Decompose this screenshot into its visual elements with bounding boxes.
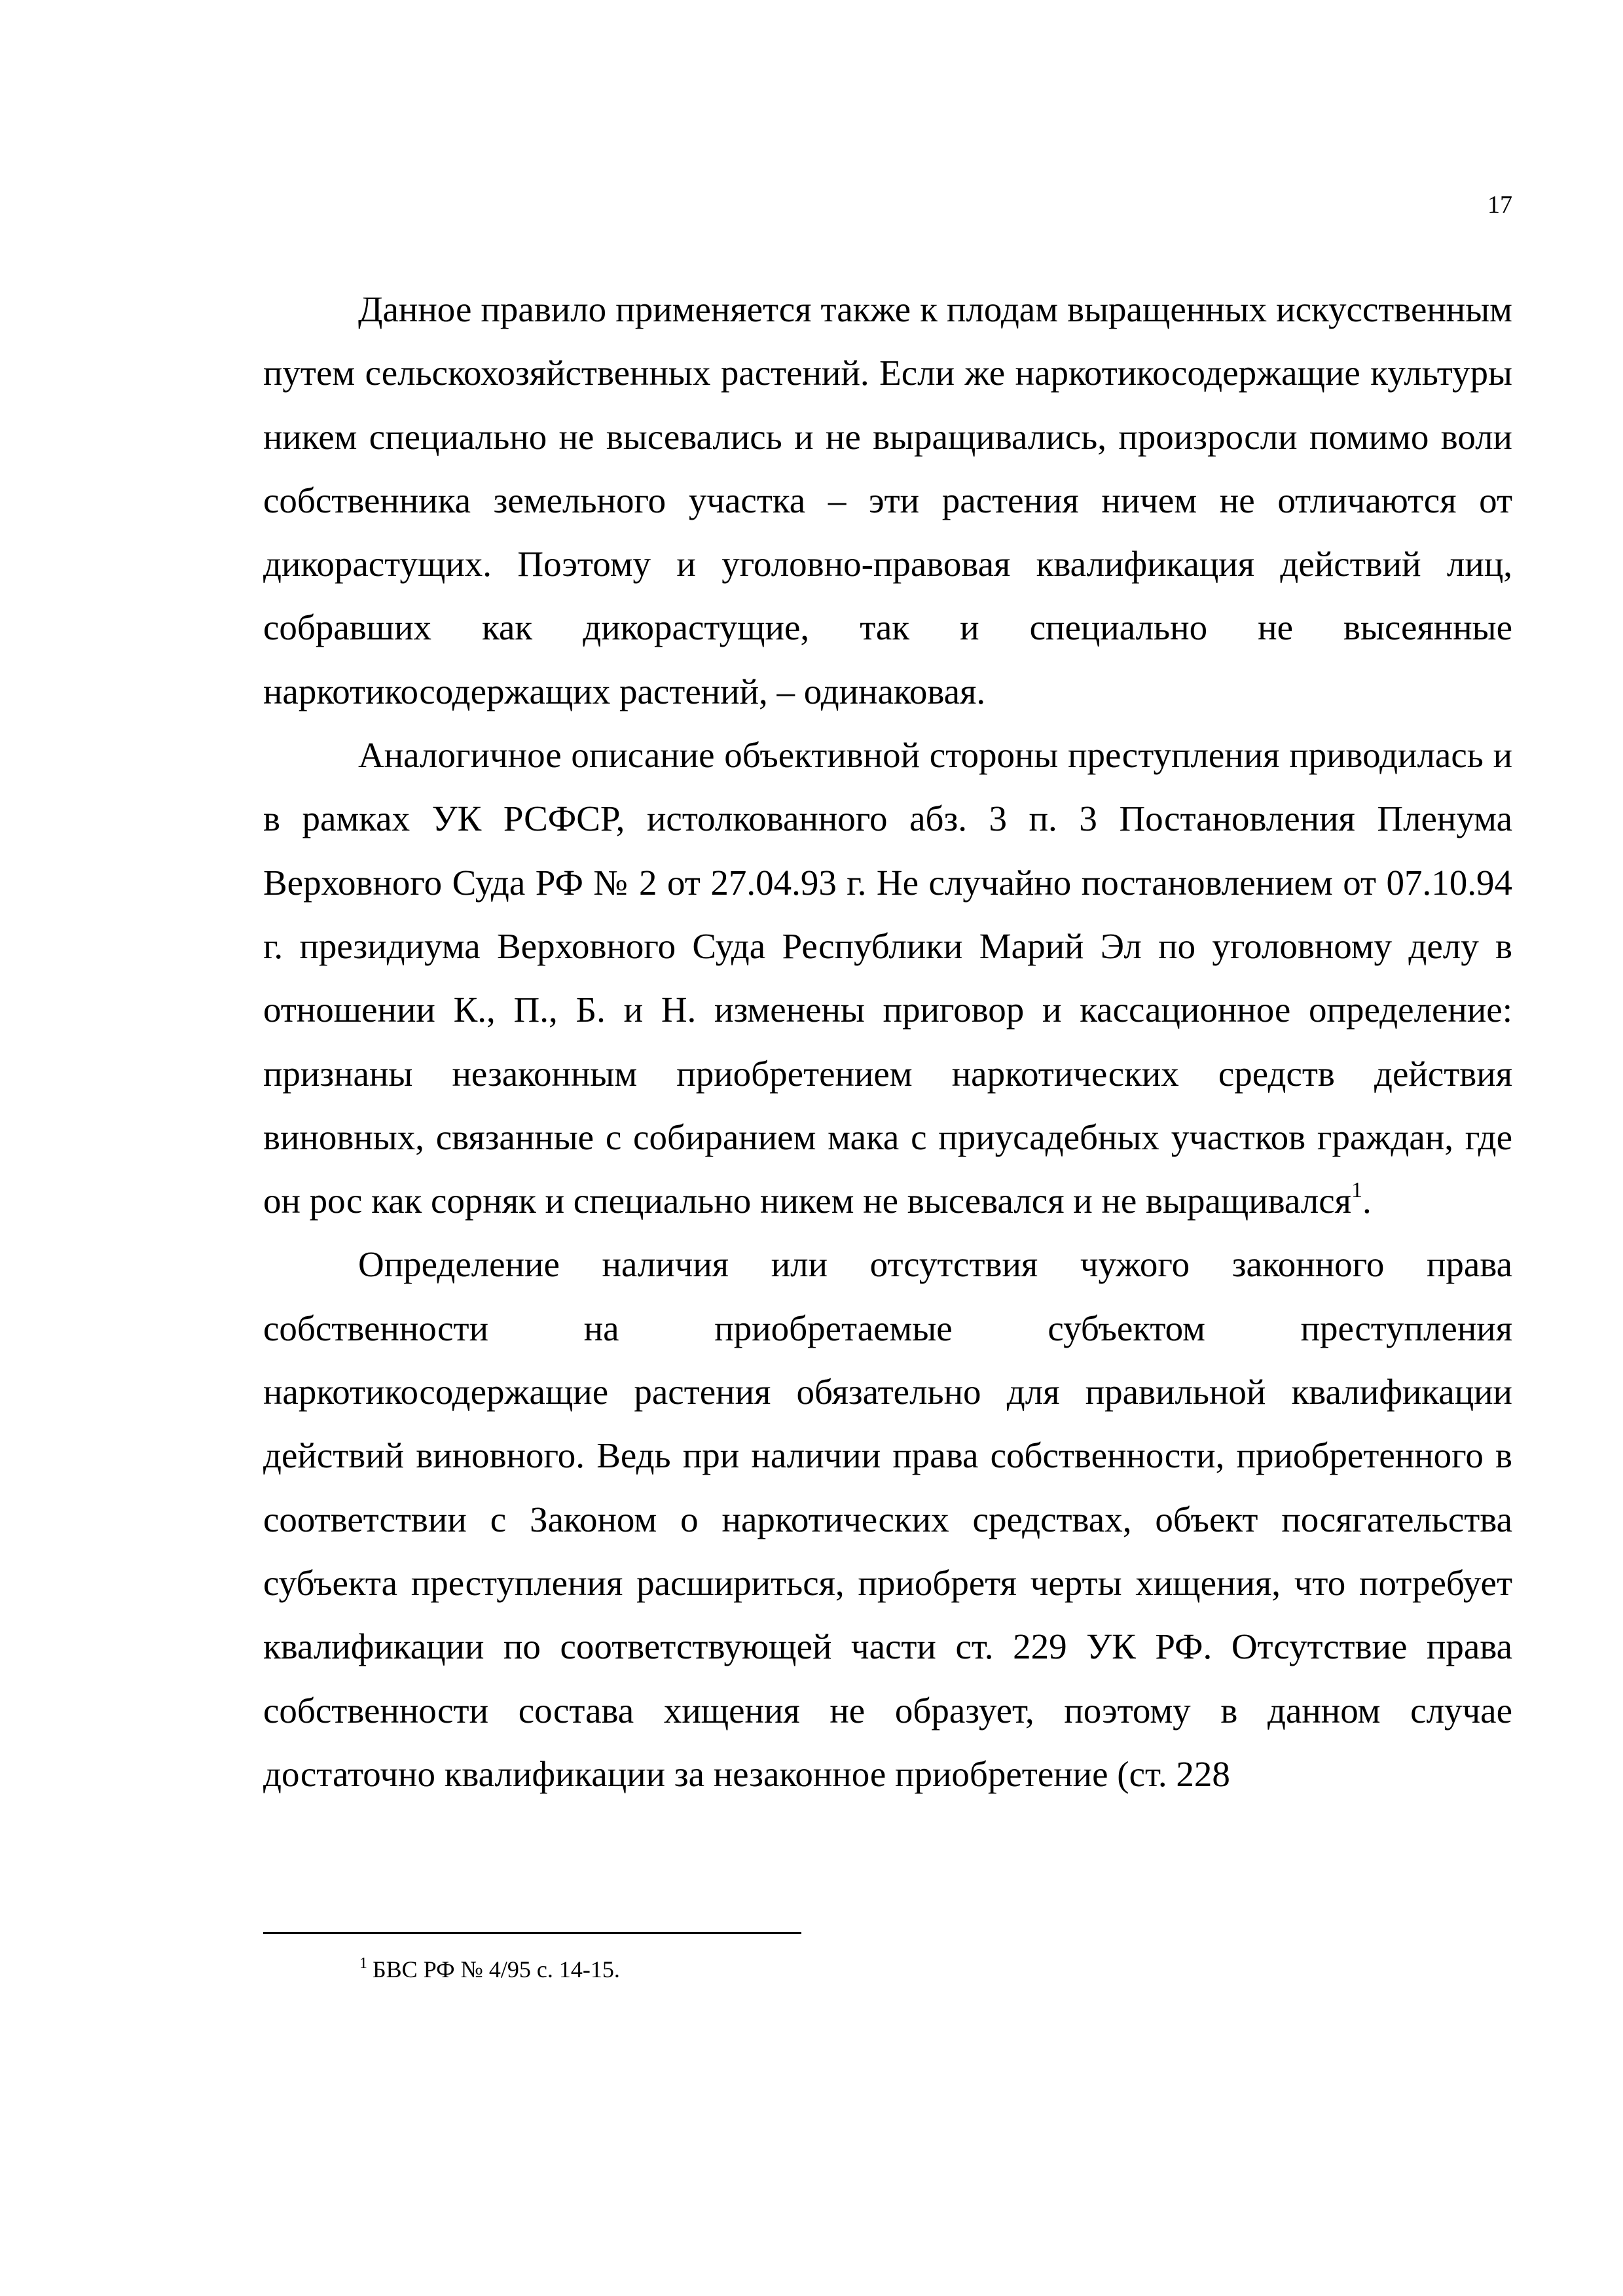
paragraph	[263, 1232, 1512, 1806]
page-number: 17	[1487, 191, 1512, 219]
footnote-text: БВС РФ № 4/95 с. 14-15.	[373, 1956, 620, 1982]
paragraph	[263, 278, 1512, 723]
paragraph-text: Определение наличия или отсутствия чужого законного права собственности на приобретаемые субъектом преступления наркотикосодержащие растения обязательно для правильной квалификации действий виновного. Ведь при наличии права собственности, приобретенного в соответствии с Законом о наркотических средствах, объект посягательства субъекта преступления расшириться, приобретя черты хищения, что потребует квалификации по соответствующей части ст. 229 УК РФ. Отсутствие права собственности состава хищения не образует, поэтому в данном случае достаточно квалификации за незаконное приобретение (ст. 228	[263, 1244, 1512, 1794]
footnote	[359, 1953, 620, 1986]
footnote-reference[interactable]: 1	[1351, 1178, 1362, 1203]
paragraph-text: Аналогичное описание объективной стороны преступления приводилась и в рамках УК РСФСР, истолкованного абз. 3 п. 3 Постановления Пленума Верховного Суда РФ № 2 от 27.04.93 г. Не случайно постановлением от 07.10.94 г. президиума Верховного Суда Республики Марий Эл по уголовному делу в отношении К., П., Б. и Н. изменены приговор и кассационное определение: признаны незаконным приобретением наркотических средств действия виновных, связанные с собиранием мака с приусадебных участков граждан, где он рос как сорняк и специально никем не высевался и не выращивался	[263, 735, 1512, 1221]
body-text	[263, 278, 1512, 1806]
paragraph-text: Данное правило применяется также к плодам выращенных искусственным путем сельскохозяйственных растений. Если же наркотикосодержащие культуры никем специально не высевались и не выращивались, произросли помимо воли собственника земельного участка – эти растения ничем не отличаются от дикорастущих. Поэтому и уголовно-правовая квалификация действий лиц, собравших как дикорастущие, так и специально не высеянные наркотикосодержащих растений, – одинаковая.	[263, 289, 1512, 711]
footnote-separator	[263, 1932, 801, 1934]
footnote-mark: 1	[359, 1955, 367, 1972]
paragraph-tail: .	[1362, 1181, 1372, 1221]
paragraph	[263, 723, 1512, 1232]
